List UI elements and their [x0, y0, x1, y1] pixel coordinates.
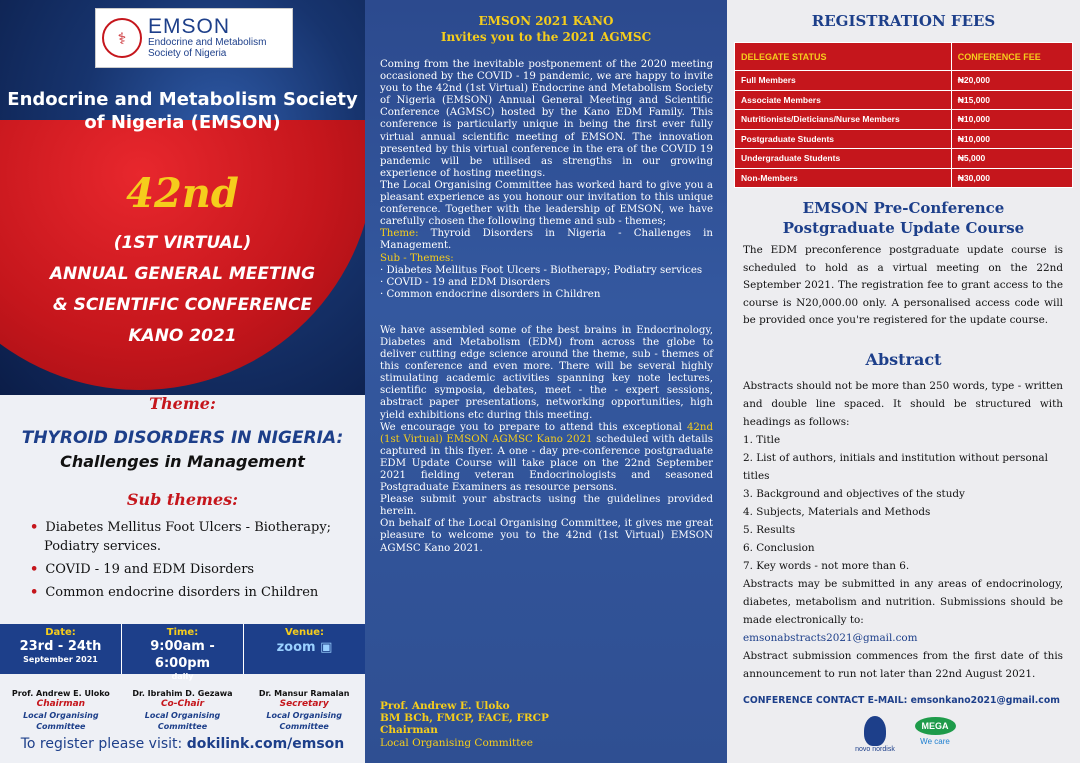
date-value: 23rd - 24th	[19, 639, 102, 654]
novo-nordisk-logo	[845, 716, 905, 753]
time-cell	[122, 624, 244, 681]
list-item: 2. List of authors, initials and institution without personal titles	[743, 452, 1048, 482]
subtitle-line4: KANO 2021	[128, 326, 237, 346]
list-item: 7. Key words - not more than 6.	[743, 560, 910, 572]
subthemes-list	[30, 518, 360, 606]
paragraph: On behalf of the Local Organising Committee, it gives me great pleasure to welcome you to the 42nd (1st Virtual) EMSON AGMSC Kano 2021.	[380, 518, 713, 554]
mega-logo	[905, 716, 965, 746]
paragraph-part: We encourage you to prepare to attend this exceptional	[380, 421, 687, 433]
theme-line	[380, 228, 713, 252]
paragraph	[380, 422, 713, 495]
person-name: Prof. Andrew E. Uloko	[11, 689, 110, 698]
theme-sub: Challenges in Management	[60, 452, 305, 471]
subthemes-label: Sub - Themes:	[380, 252, 454, 264]
fee-status: Full Members	[735, 71, 952, 91]
theme-label: Theme:	[380, 228, 419, 240]
edition-title: 42nd	[126, 170, 239, 217]
apis-bull-icon	[864, 716, 886, 746]
society-line1: Endocrine and Metabolism Society	[7, 89, 358, 110]
subtitle-line1: (1ST VIRTUAL)	[113, 233, 252, 253]
date-label: Date:	[45, 627, 76, 638]
paragraph: We have assembled some of the best brains in Endocrinology, Diabetes and Metabolism (EDM) from across the globe to deliver cutting edge science around the theme, sub - themes of this conference and even more. There will be several highly stimulating academic activities spanning key note lectures, scientific symposia, debates, meet - the - expert sessions, abstract paper presentations, networking opportunities, high yield exhibitions etc during this meeting.	[380, 324, 713, 421]
theme-text: Thyroid Disorders in Nigeria - Challenges in Management.	[380, 228, 713, 252]
fee-amount: ₦15,000	[951, 90, 1072, 110]
person-role: Co-Chair	[160, 699, 205, 709]
register-line	[0, 736, 365, 752]
person-role: Chairman	[36, 699, 86, 709]
list-item: 3. Background and objectives of the study	[743, 488, 965, 500]
time-value: 9:00am - 6:00pm	[150, 639, 215, 671]
invitation-panel	[365, 0, 727, 763]
person-role: Secretary	[279, 699, 329, 709]
header-status: DELEGATE STATUS	[735, 43, 952, 71]
fee-status: Associate Members	[735, 90, 952, 110]
abstract-email-link[interactable]: emsonabstracts2021@gmail.com	[743, 632, 918, 644]
list-item: • Diabetes Mellitus Foot Ulcers - Biotherapy; Podiatry services.	[30, 518, 360, 556]
list-item: 6. Conclusion	[743, 542, 815, 554]
person-name: Dr. Ibrahim D. Gezawa	[132, 689, 233, 698]
date-cell	[0, 624, 122, 674]
fee-amount: ₦30,000	[951, 168, 1072, 188]
signature-block	[380, 700, 713, 749]
table-header-row	[735, 43, 1073, 71]
abstract-guidelines	[743, 377, 1063, 683]
sponsor-tagline: We care	[920, 737, 950, 746]
precourse-subtitle: Postgraduate Update Course	[782, 219, 1025, 237]
time-label: Time:	[166, 627, 199, 638]
register-prefix: To register please visit:	[20, 736, 187, 752]
list-item: • COVID - 19 and EDM Disorders	[30, 560, 360, 579]
contact-email: CONFERENCE CONTACT E-MAIL: emsonkano2021@gmail.com	[743, 695, 1060, 706]
person-card	[243, 688, 365, 732]
fee-status: Postgraduate Students	[735, 129, 952, 149]
logo-line1: Endocrine and Metabolism	[148, 37, 267, 48]
precourse-title: EMSON Pre-Conference	[802, 199, 1005, 217]
emson-logo	[95, 8, 293, 68]
list-item: · Diabetes Mellitus Foot Ulcers - Biotherapy; Podiatry services	[380, 264, 703, 276]
venue-cell	[244, 624, 365, 674]
sponsor-name: MEGA	[915, 717, 956, 735]
fees-table	[734, 42, 1073, 188]
society-title	[0, 88, 365, 134]
fee-status: Non-Members	[735, 168, 952, 188]
list-item: · COVID - 19 and EDM Disorders	[380, 276, 551, 288]
register-link[interactable]: dokilink.com/emson	[186, 736, 345, 752]
paragraph: Please submit your abstracts using the guidelines provided herein.	[380, 494, 713, 518]
event-info-bar	[0, 624, 365, 681]
paragraph-part: scheduled with details captured in this flyer. A one - day pre-conference postgraduate EDM Update Course will take place on the 22nd September 2021 fielding veteran Endocrinologists and seasoned Postgraduate Examiners as resource persons.	[380, 433, 714, 494]
abstract-intro: Abstracts should not be more than 250 words, type - written and double line spaced. It should be structured with headings as follows:	[743, 380, 1063, 428]
person-org: Local Organising Committee	[23, 711, 99, 731]
table-row	[735, 90, 1073, 110]
fee-status: Nutritionists/Dieticians/Nurse Members	[735, 110, 952, 130]
person-card	[0, 688, 122, 732]
header-fee: CONFERENCE FEE	[951, 43, 1072, 71]
invitation-subtitle: Invites you to the 2021 AGMSC	[440, 30, 652, 44]
person-org: Local Organising Committee	[266, 711, 342, 731]
signatory-org: Local Organising Committee	[380, 736, 533, 749]
abstract-areas: Abstracts may be submitted in any areas of endocrinology, diabetes, metabolism and nutrition. Submissions should be made electronically to:	[743, 578, 1063, 626]
table-row	[735, 129, 1073, 149]
venue-label: Venue:	[285, 627, 324, 638]
subtitle-line2: ANNUAL GENERAL MEETING	[49, 264, 316, 284]
zoom-logo	[244, 640, 365, 655]
abstract-deadline: Abstract submission commences from the first date of this announcement to run not later than 22nd August 2021.	[743, 650, 1063, 680]
abstract-title: Abstract	[865, 350, 942, 369]
fee-amount: ₦10,000	[951, 110, 1072, 130]
event-highlight: 42nd (1st Virtual) EMSON AGMSC Kano 2021	[380, 421, 713, 445]
fee-amount: ₦5,000	[951, 149, 1072, 169]
date-sub: September 2021	[23, 655, 98, 664]
emson-seal-icon: ⚕	[102, 18, 142, 58]
time-sub: daily	[171, 672, 194, 681]
right-panel	[727, 0, 1080, 763]
subthemes-heading: Sub themes:	[126, 490, 239, 509]
subtitle-line3: & SCIENTIFIC CONFERENCE	[52, 295, 313, 315]
person-card	[122, 688, 244, 732]
precourse-text: The EDM preconference postgraduate update course is scheduled to hold as a virtual meeting on the 22nd September 2021. The registration fee to grant access to the course is N20,000.00 only. A personalised access code will be provided once you're registered for the update course.	[743, 244, 1063, 327]
fees-title: REGISTRATION FEES	[811, 12, 996, 30]
list-item: 1. Title	[743, 434, 781, 446]
table-row	[735, 168, 1073, 188]
list-item: 5. Results	[743, 524, 796, 536]
list-item: • Common endocrine disorders in Children	[30, 583, 360, 602]
left-panel	[0, 0, 365, 763]
logo-line2: Society of Nigeria	[148, 48, 227, 59]
sponsor-name: novo nordisk	[855, 746, 895, 753]
table-row	[735, 110, 1073, 130]
person-name: Dr. Mansur Ramalan	[258, 689, 350, 698]
theme-heading: Theme:	[149, 394, 216, 413]
signatory-credentials: BM BCh, FMCP, FACE, FRCP	[380, 712, 549, 725]
invitation-title: EMSON 2021 KANO	[478, 14, 614, 28]
list-item: · Common endocrine disorders in Children	[380, 288, 601, 300]
conference-subtitle	[0, 228, 365, 352]
paragraph: Coming from the inevitable postponement of the 2020 meeting occasioned by the COVID - 19 pandemic, we are happy to invite you to the 42nd (1st Virtual) Endocrine and Metabolism Society of Nigeria (EMSON) Annual General Meeting and Scientific Conference (AGMSC) hosted by the Kano EDM Family. This conference is particularly unique in being the first ever fully virtual annual scientific meeting of EMSON. The innovation presented by this virtual conference in the era of the COVID 19 pandemic will be utilised as strengths in our growing experience of hosting meetings.	[380, 59, 713, 179]
logo-name: EMSON	[148, 15, 231, 38]
committee-people	[0, 688, 365, 732]
fee-status: Undergraduate Students	[735, 149, 952, 169]
table-row	[735, 71, 1073, 91]
venue-value: zoom	[276, 640, 316, 655]
table-row	[735, 149, 1073, 169]
list-item: 4. Subjects, Materials and Methods	[743, 506, 931, 518]
signatory-role: Chairman	[380, 724, 438, 737]
video-camera-icon: ▣	[320, 640, 333, 655]
fee-amount: ₦10,000	[951, 129, 1072, 149]
invitation-body	[380, 59, 713, 555]
signatory-name: Prof. Andrew E. Uloko	[380, 700, 510, 712]
theme-main: THYROID DISORDERS IN NIGERIA:	[21, 428, 344, 448]
person-org: Local Organising Committee	[144, 711, 221, 731]
society-line2: of Nigeria (EMSON)	[84, 112, 281, 133]
paragraph: The Local Organising Committee has worked hard to give you a pleasant experience as you honour our invitation to this unique conference. Together with the leadership of EMSON, we have carefully chosen the following theme and sub - themes;	[380, 179, 713, 228]
fee-amount: ₦20,000	[951, 71, 1072, 91]
